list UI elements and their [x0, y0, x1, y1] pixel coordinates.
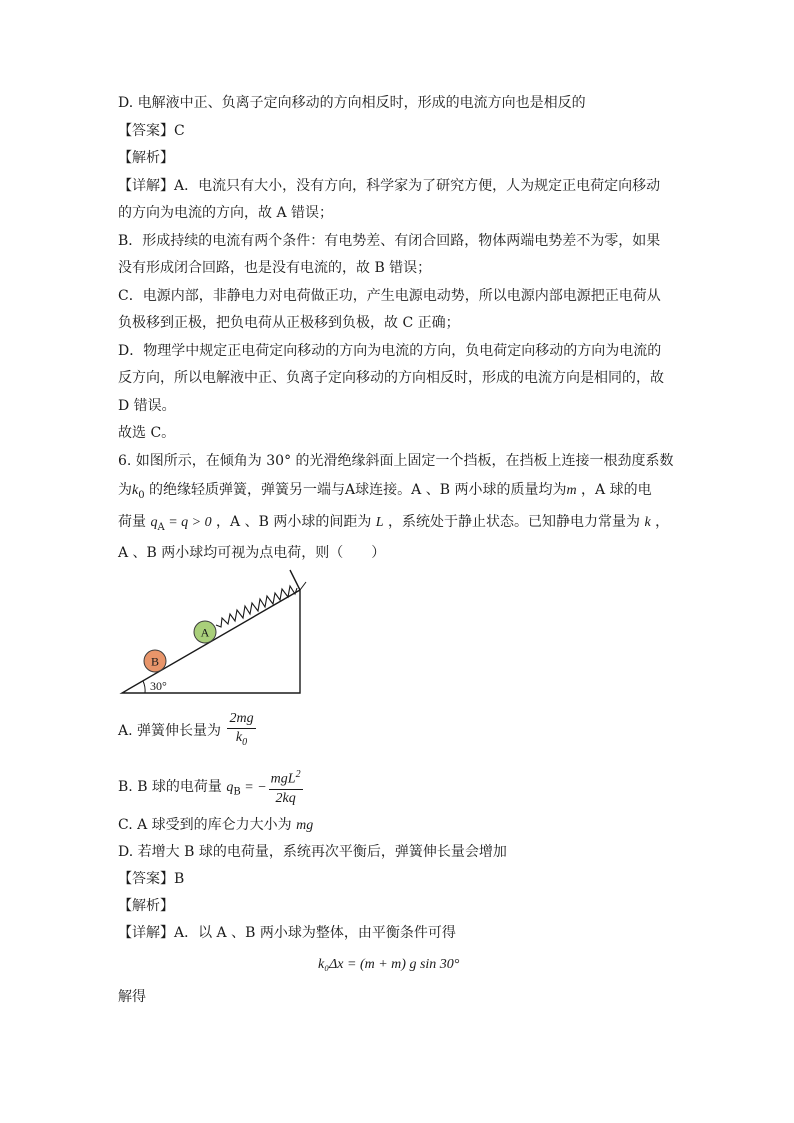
detail-d-line3: D 错误。: [118, 398, 176, 414]
angle-label: 30°: [150, 679, 167, 693]
spring-constant-k0: k: [132, 483, 139, 498]
ball-b-label: B: [150, 654, 160, 669]
ball-b: [144, 650, 166, 672]
charge-expression: = q > 0: [164, 515, 212, 530]
detail-a-line2: 的方向为电流的方向，故 A 错误；: [118, 205, 334, 221]
solve-label: 解得: [118, 989, 146, 1005]
detail-b-line2: 没有形成闭合回路，也是没有电流的，故 B 错误；: [118, 260, 432, 276]
analysis-label: 【解析】: [118, 150, 174, 166]
incline-diagram: [118, 568, 308, 698]
detail-a-line1: 【详解】A．电流只有大小，没有方向，科学家为了研究方便，人为规定正电荷定向移动: [118, 178, 661, 194]
detail-b-line1: B．形成持续的电流有两个条件：有电势差、有闭合回路，物体两端电势差不为零，如果: [118, 233, 661, 249]
answer-label: 【答案】C: [118, 123, 185, 139]
analysis-label-2: 【解析】: [118, 898, 174, 914]
option-d: D. 若增大 B 球的电荷量，系统再次平衡后，弹簧伸长量会增加: [118, 844, 507, 860]
question-6-line1: 6. 如图所示，在倾角为 30° 的光滑绝缘斜面上固定一个挡板，在挡板上连接一根劲度系数: [118, 453, 674, 469]
coulomb-constant-k: k: [644, 515, 651, 530]
option-a: A. 弹簧伸长量为 $\frac{2mg}{k_0}$: [118, 710, 256, 752]
question-6-line2: 为$k_0$ 的绝缘轻质弹簧，弹簧另一端与A球连接。A 、B 两小球的质量均为m ，A 球的电: [118, 482, 652, 501]
detail-2-line1: 【详解】A．以 A 、B 两小球为整体，由平衡条件可得: [118, 925, 456, 941]
equilibrium-equation: k₀Δx = (m + m) g sin 30°: [318, 957, 460, 972]
option-a-fraction: $\frac{2mg}{k_0}$: [229, 711, 254, 748]
detail-d-line2: 反方向，所以电解液中正、负离子定向移动的方向相反时，形成的电流方向是相同的，故: [118, 370, 664, 386]
answer-label-2: 【答案】B: [118, 871, 185, 887]
option-b-fraction: $\frac{mgL^2}{2kq}$: [269, 766, 303, 808]
detail-d-line1: D．物理学中规定正电荷定向移动的方向为电流的方向，负电荷定向移动的方向为电流的: [118, 343, 662, 359]
question-6-line4: A 、B 两小球均可视为点电荷，则（ ）: [118, 545, 386, 561]
option-c: C. A 球受到的库仑力大小为 mg: [118, 817, 314, 833]
mass-m: m: [566, 483, 577, 498]
detail-c-line1: C．电源内部，非静电力对电荷做正功，产生电源电动势，所以电源内部电源把正电荷从: [118, 288, 661, 304]
question-6-line3: 荷量 $q_A = q > 0$ ，A 、B 两小球的间距为 L ，系统处于静止状态。已知静电力常量为 k ，: [118, 514, 670, 533]
conclusion: 故选 C。: [118, 425, 176, 441]
spring: [216, 586, 297, 627]
ball-a: [194, 621, 216, 643]
ball-a-label: A: [200, 625, 210, 640]
detail-c-line2: 负极移到正极，把负电荷从正极移到负极，故 C 正确；: [118, 315, 460, 331]
distance-L: L: [375, 515, 384, 530]
fixed-baffle: [290, 570, 300, 590]
option-b: B. B 球的电荷量 $q_B$ = − $\frac{mgL^2}{2kq}$: [118, 766, 303, 812]
prev-option-d: D. 电解液中正、负离子定向移动的方向相反时，形成的电流方向也是相反的: [118, 95, 586, 111]
angle-arc: [143, 681, 145, 693]
